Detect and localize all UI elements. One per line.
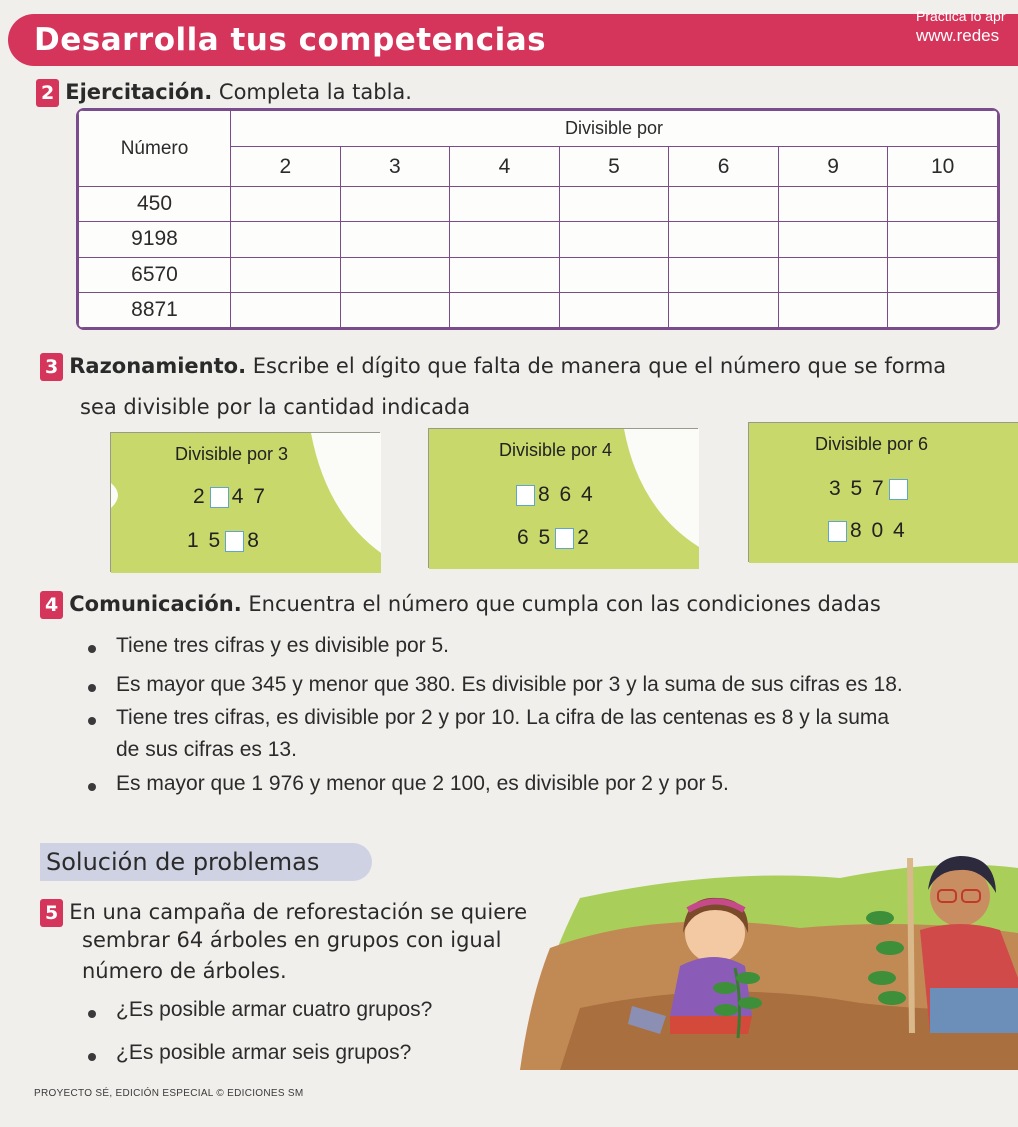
- panel-row1: [193, 485, 267, 509]
- table-divisor-header: 3: [340, 147, 450, 187]
- answer-cell[interactable]: [778, 222, 888, 257]
- blank-digit-box[interactable]: [516, 485, 535, 506]
- condition-item: Tiene tres cifras y es divisible por 5.: [116, 634, 450, 657]
- table-divisible-header: Divisible por: [231, 111, 998, 147]
- blank-digit-box[interactable]: [555, 528, 574, 549]
- answer-cell[interactable]: [340, 292, 450, 327]
- answer-cell[interactable]: [231, 292, 341, 327]
- table-number-cell: 6570: [79, 257, 231, 292]
- blank-digit-box[interactable]: [828, 521, 847, 542]
- panel-title: Divisible por 6: [815, 434, 929, 454]
- condition-item: Tiene tres cifras, es divisible por 2 y por 10. La cifra de las centenas es 8 y la suma: [116, 706, 890, 729]
- answer-cell[interactable]: [778, 257, 888, 292]
- answer-cell[interactable]: [669, 292, 779, 327]
- answer-cell[interactable]: [669, 257, 779, 292]
- section-5-number: 5: [40, 899, 63, 927]
- footer-credit: PROYECTO SÉ, EDICIÓN ESPECIAL © EDICIONES SM: [34, 1088, 304, 1099]
- page-title: Desarrolla tus competencias: [34, 22, 547, 58]
- digit-text: 8: [247, 529, 261, 552]
- answer-cell[interactable]: [888, 257, 998, 292]
- section-5-line1: [40, 898, 527, 927]
- bullet-dot: [88, 645, 96, 653]
- answer-cell[interactable]: [669, 222, 779, 257]
- section-3-heading: [40, 352, 946, 381]
- condition-item: Es mayor que 345 y menor que 380. Es divisible por 3 y la suma de sus cifras es 18.: [116, 673, 903, 696]
- answer-cell[interactable]: [231, 187, 341, 222]
- answer-cell[interactable]: [231, 257, 341, 292]
- answer-cell[interactable]: [231, 222, 341, 257]
- panel-row2: [825, 519, 907, 543]
- section-3-number: 3: [40, 353, 63, 381]
- question-item: ¿Es posible armar seis grupos?: [116, 1041, 412, 1064]
- panel-title: Divisible por 3: [175, 444, 289, 464]
- panel-row2: [517, 526, 591, 550]
- panel-row1: [829, 477, 911, 501]
- answer-cell[interactable]: [340, 187, 450, 222]
- bullet-dot: [88, 1010, 96, 1018]
- divisibility-table: [76, 108, 1000, 330]
- panel-divisible-6: [748, 422, 1018, 562]
- table-divisor-header: 2: [231, 147, 341, 187]
- digit-text: 3 5 7: [829, 477, 886, 500]
- children-planting-illustration: [520, 838, 1018, 1070]
- table-divisor-header: 5: [559, 147, 669, 187]
- table-row: [79, 257, 998, 292]
- blank-digit-box[interactable]: [210, 487, 229, 508]
- header-website-link[interactable]: www.redes: [916, 26, 1000, 45]
- answer-cell[interactable]: [888, 292, 998, 327]
- table-divisor-header: 6: [669, 147, 779, 187]
- answer-cell[interactable]: [559, 222, 669, 257]
- section-4-title: Comunicación.: [69, 592, 242, 616]
- section-5-text: En una campaña de reforestación se quiere: [69, 900, 528, 924]
- section-2-heading: [36, 78, 412, 107]
- answer-cell[interactable]: [888, 222, 998, 257]
- bullet-dot: [88, 783, 96, 791]
- table-divisor-header: 10: [888, 147, 998, 187]
- answer-cell[interactable]: [778, 292, 888, 327]
- answer-cell[interactable]: [559, 292, 669, 327]
- answer-cell[interactable]: [778, 187, 888, 222]
- section-3-text-line2: sea divisible por la cantidad indicada: [80, 395, 471, 419]
- section-3-title: Razonamiento.: [69, 354, 247, 378]
- digit-text: 6 5: [517, 526, 553, 549]
- bullet-dot: [88, 1053, 96, 1061]
- condition-item-continuation: de sus cifras es 13.: [116, 738, 297, 761]
- table-divisor-header: 9: [778, 147, 888, 187]
- digit-text: 2: [193, 485, 207, 508]
- section-4-heading: [40, 590, 881, 619]
- answer-cell[interactable]: [559, 257, 669, 292]
- answer-cell[interactable]: [450, 187, 560, 222]
- table-number-cell: 450: [79, 187, 231, 222]
- section-2-title: Ejercitación.: [65, 80, 213, 104]
- digit-text: 1 5: [187, 529, 223, 552]
- panel-title: Divisible por 4: [499, 440, 613, 460]
- table-row: [79, 222, 998, 257]
- answer-cell[interactable]: [450, 292, 560, 327]
- section-4-text: Encuentra el número que cumpla con las condiciones dadas: [248, 592, 881, 616]
- digit-text: 4 7: [231, 485, 267, 508]
- digit-text: 2: [577, 526, 591, 549]
- answer-cell[interactable]: [669, 187, 779, 222]
- table-number-header: Número: [79, 111, 231, 187]
- answer-cell[interactable]: [450, 222, 560, 257]
- table-number-cell: 9198: [79, 222, 231, 257]
- panel-divisible-4: [428, 428, 698, 568]
- answer-cell[interactable]: [340, 257, 450, 292]
- panel-row1: [513, 483, 595, 507]
- panel-row2: [187, 529, 261, 553]
- table-row: [79, 292, 998, 327]
- panel-divisible-3: [110, 432, 380, 572]
- solucion-band: Solución de problemas: [40, 843, 372, 881]
- section-5-line3: número de árboles.: [82, 959, 287, 983]
- section-2-number: 2: [36, 79, 59, 107]
- section-3-text-line1: Escribe el dígito que falta de manera que el número que se forma: [252, 354, 947, 378]
- answer-cell[interactable]: [888, 187, 998, 222]
- digit-text: 8 0 4: [850, 519, 907, 542]
- section-2-text: Completa la tabla.: [218, 80, 412, 104]
- blank-digit-box[interactable]: [889, 479, 908, 500]
- question-item: ¿Es posible armar cuatro grupos?: [116, 998, 433, 1021]
- section-5-line2: sembrar 64 árboles en grupos con igual: [82, 928, 502, 952]
- bullet-dot: [88, 717, 96, 725]
- table-divisor-header: 4: [450, 147, 560, 187]
- digit-text: 8 6 4: [538, 483, 595, 506]
- bullet-dot: [88, 684, 96, 692]
- blank-digit-box[interactable]: [225, 531, 244, 552]
- answer-cell[interactable]: [450, 257, 560, 292]
- condition-item: Es mayor que 1 976 y menor que 2 100, es divisible por 2 y por 5.: [116, 772, 729, 795]
- answer-cell[interactable]: [559, 187, 669, 222]
- answer-cell[interactable]: [340, 222, 450, 257]
- table-number-cell: 8871: [79, 292, 231, 327]
- header-practice-text: Practica lo apr: [916, 8, 1006, 24]
- table-row: [79, 187, 998, 222]
- section-4-number: 4: [40, 591, 63, 619]
